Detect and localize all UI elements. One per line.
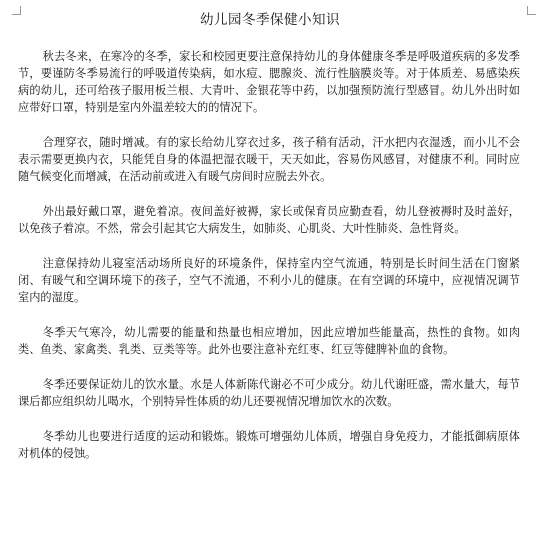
paragraph-7: 冬季幼儿也要进行适度的运动和锻炼。锻炼可增强幼儿体质，增强自身免疫力，才能抵御病原体对机体的侵蚀。	[18, 430, 520, 460]
paragraph-6: 冬季还要保证幼儿的饮水量。水是人体新陈代谢必不可少成分。幼儿代谢旺盛，需水量大，每节课后都应组织幼儿喝水，个别特异性体质的幼儿还要视情况增加饮水的次数。	[18, 378, 520, 408]
document-body	[18, 48, 520, 480]
page-title: 幼儿园冬季保健小知识	[200, 12, 340, 28]
paragraph-3: 外出最好戴口罩，避免着凉。夜间盖好被褥，家长或保育员应勤查看，幼儿登被褥时及时盖好，以免孩子着凉。不然，常会引起其它大病发生，如肺炎、心肌炎、大叶性肺炎、急性肾炎。	[18, 205, 520, 235]
paragraph-5: 冬季天气寒冷，幼儿需要的能量和热量也相应增加，因此应增加些能量高，热性的食物。如肉类、鱼类、家禽类、乳类、豆类等等。此外也要注意补充红枣、红豆等健脾补血的食物。	[18, 326, 520, 356]
paragraph-4: 注意保持幼儿寝室活动场所良好的环境条件，保持室内空气流通，特别是长时间生活在门窗紧闭、有暖气和空调环境下的孩子，空气不流通，不利小儿的健康。在有空调的环境中，应视情况调节室内的湿度。	[18, 257, 520, 304]
paragraph-2: 合理穿衣，随时增减。有的家长给幼儿穿衣过多，孩子稍有活动，汗水把内衣湿透，而小儿不会表示需要更换内衣，只能凭自身的体温把湿衣暖干，天天如此，容易伤风感冒，对健康不利。同时应随气候变化而增减，在活动前或进入有暖气房间时应脱去外衣。	[18, 136, 520, 183]
paragraph-1: 秋去冬来，在寒冷的冬季，家长和校园更要注意保持幼儿的身体健康冬季是呼吸道疾病的多发季节，要谨防冬季易流行的呼吸道传染病，如水痘、腮腺炎、流行性脑膜炎等。对于体质差、易感染疾病的幼儿，还可给孩子服用板兰根、大青叶、金银花等中药，以加强预防流行型感冒。幼儿外出时如应带好口罩，特别是室内外温差较大的的情况下。	[18, 50, 520, 114]
